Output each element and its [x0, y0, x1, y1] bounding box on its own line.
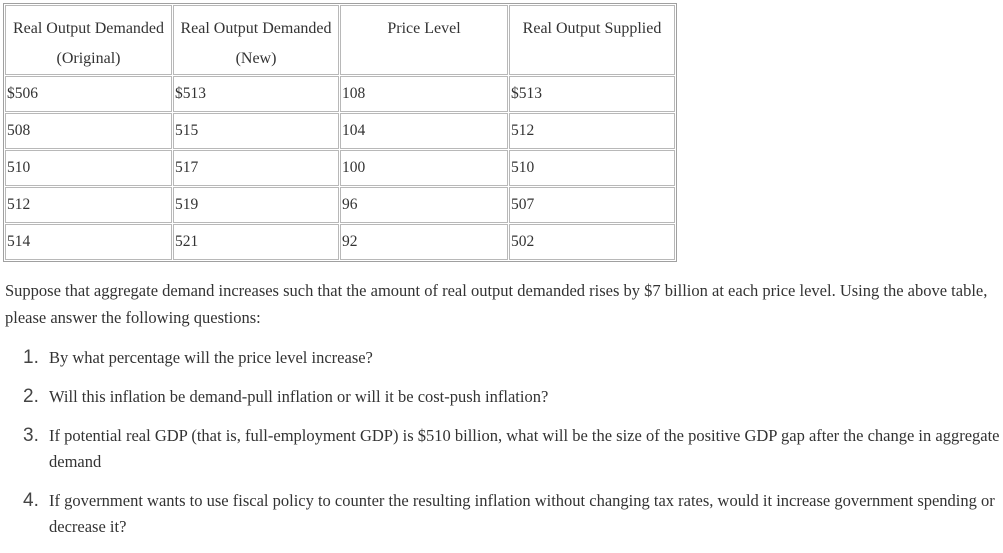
table-row	[5, 224, 675, 260]
table-row	[5, 150, 675, 186]
question-number: 1.	[23, 347, 39, 368]
question-item	[0, 345, 1000, 371]
table-cell: 519	[173, 187, 339, 223]
question-text: If potential real GDP (that is, full-employment GDP) is $510 billion, what will be the size of the positive GDP gap after the change in aggregate demand	[49, 426, 1000, 471]
question-number: 4.	[23, 490, 39, 511]
table-cell: $513	[509, 76, 675, 112]
table-cell: 521	[173, 224, 339, 260]
question-text: Will this inflation be demand-pull inflation or will it be cost-push inflation?	[49, 387, 549, 406]
question-item	[0, 384, 1000, 410]
table-cell: $513	[173, 76, 339, 112]
table-row	[5, 76, 675, 112]
table-cell: 514	[5, 224, 172, 260]
question-text: By what percentage will the price level increase?	[49, 348, 373, 367]
table-cell: 510	[5, 150, 172, 186]
table-cell: 515	[173, 113, 339, 149]
table-header-row	[5, 5, 675, 75]
header-real-output-demanded-new: Real Output Demanded (New)	[173, 5, 339, 75]
question-number: 2.	[23, 386, 39, 407]
header-price-level: Price Level	[340, 5, 508, 75]
header-real-output-demanded-original: Real Output Demanded (Original)	[5, 5, 172, 75]
table-cell: 100	[340, 150, 508, 186]
question-intro: Suppose that aggregate demand increases such that the amount of real output demanded rises by $7 billion at each price level. Using the above table, please answer the following questions:	[5, 281, 988, 327]
economics-data-table	[3, 3, 677, 262]
table-cell: 512	[509, 113, 675, 149]
question-number: 3.	[23, 425, 39, 446]
table-cell: 96	[340, 187, 508, 223]
question-item	[0, 423, 1000, 475]
table-cell: 512	[5, 187, 172, 223]
header-real-output-supplied: Real Output Supplied	[509, 5, 675, 75]
table-row	[5, 187, 675, 223]
question-text: If government wants to use fiscal policy to counter the resulting inflation without changing tax rates, would it increase government spending or decrease it?	[49, 491, 995, 536]
table-cell: 92	[340, 224, 508, 260]
table-cell: 508	[5, 113, 172, 149]
question-item	[0, 488, 1000, 540]
table-cell: $506	[5, 76, 172, 112]
table-cell: 507	[509, 187, 675, 223]
table-cell: 104	[340, 113, 508, 149]
table-cell: 510	[509, 150, 675, 186]
table-cell: 108	[340, 76, 508, 112]
table-cell: 517	[173, 150, 339, 186]
table-cell: 502	[509, 224, 675, 260]
question-list	[0, 345, 1000, 553]
table-row	[5, 113, 675, 149]
